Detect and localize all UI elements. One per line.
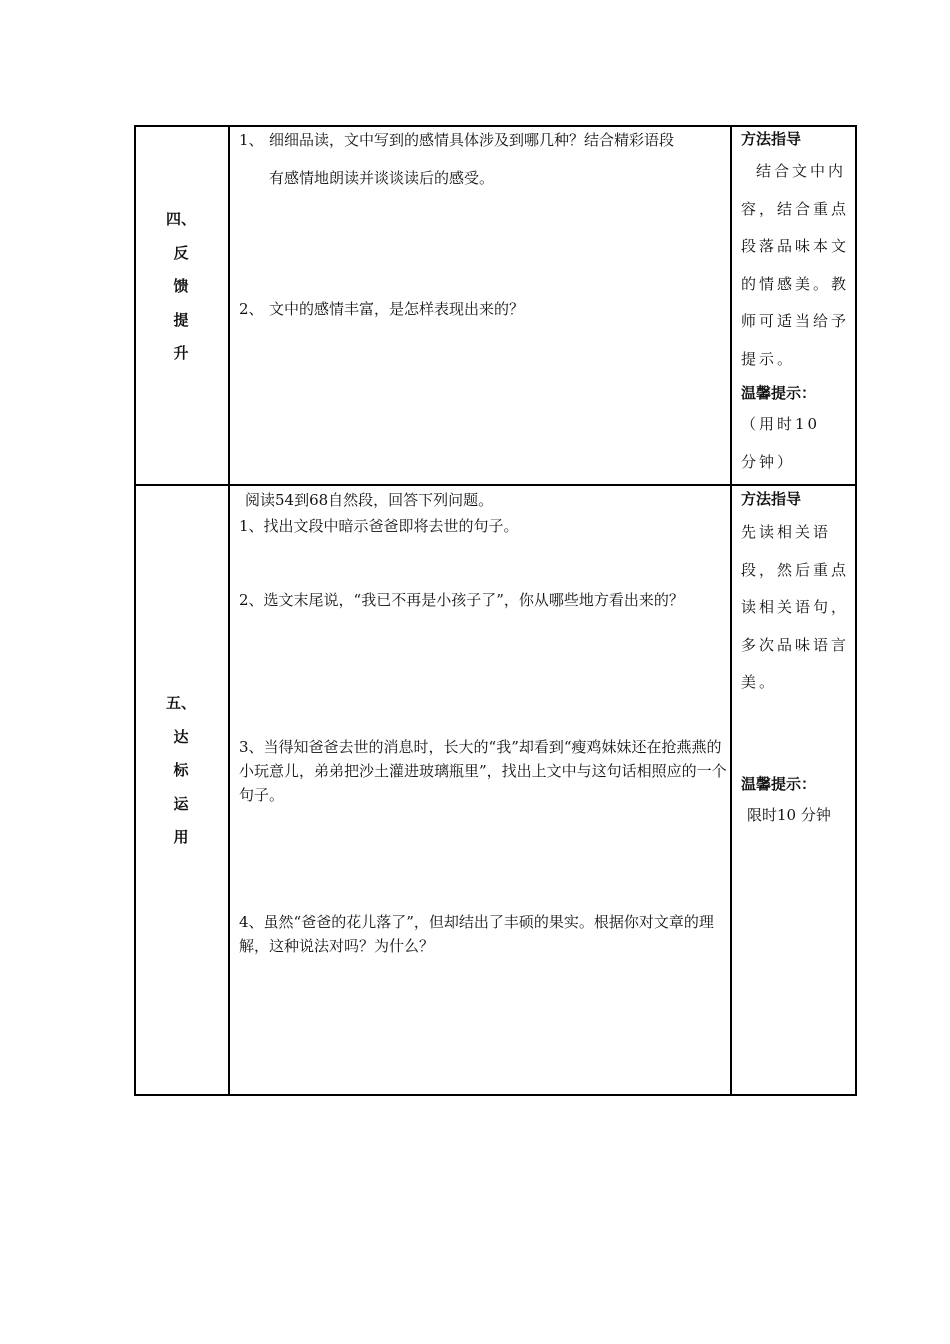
question-2-num: 2、: [239, 300, 264, 318]
question-row2-2: 2、选文末尾说，“我已不再是小孩子了”，你从哪些地方看出来的？: [239, 591, 684, 609]
column-divider-2: [730, 125, 732, 1096]
method-guide-text-2: 先读相关语段，然后重点读相关语句，多次品味语言美。: [741, 523, 850, 691]
method-guide-title: 方法指导: [741, 130, 802, 148]
question-row2-1: 1、找出文段中暗示爸爸即将去世的句子。: [239, 517, 519, 535]
warm-tip-title: 温馨提示：: [741, 384, 817, 402]
reading-intro: 阅读54到68自然段，回答下列问题。: [245, 491, 494, 509]
stage-label-apply: 五、 达 标 运 用: [165, 694, 196, 846]
warm-tip-title-2: 温馨提示：: [741, 775, 817, 793]
method-guide-text: 结合文中内容，结合重点段落品味本文的情感美。教师可适当给予提示。: [741, 162, 850, 368]
table-border-right: [855, 125, 857, 1096]
warm-tip-text: （用时10 分钟）: [741, 415, 839, 471]
question-row2-4: 4、虽然“爸爸的花儿落了”，但却结出了丰硕的果实。根据你对文章的理解，这种说法对吗？为什么？: [239, 913, 714, 955]
question-1-num: 1、: [239, 131, 264, 149]
question-1-line1: 细细品读，文中写到的感情具体涉及到哪几种？结合精彩语段: [269, 131, 675, 149]
table-border-top: [134, 125, 857, 127]
row-divider: [134, 484, 857, 486]
stage-label-feedback: 四、 反 馈 提 升: [165, 210, 196, 362]
warm-tip-text-2: 限时10 分钟: [747, 806, 831, 824]
question-1-line2: 有感情地朗读并谈谈读后的感受。: [269, 169, 495, 187]
question-2-text: 文中的感情丰富，是怎样表现出来的？: [269, 300, 525, 318]
question-row2-3: 3、当得知爸爸去世的消息时，长大的“我”却看到“瘦鸡妹妹还在抢燕燕的小玩意儿，弟弟把沙土灌进玻璃瓶里”，找出上文中与这句话相照应的一个句子。: [239, 738, 727, 804]
method-guide-title-2: 方法指导: [741, 490, 802, 508]
table-border-left: [134, 125, 136, 1096]
lesson-table: [134, 125, 857, 1096]
table-border-bottom: [134, 1094, 857, 1096]
column-divider-1: [228, 125, 230, 1096]
